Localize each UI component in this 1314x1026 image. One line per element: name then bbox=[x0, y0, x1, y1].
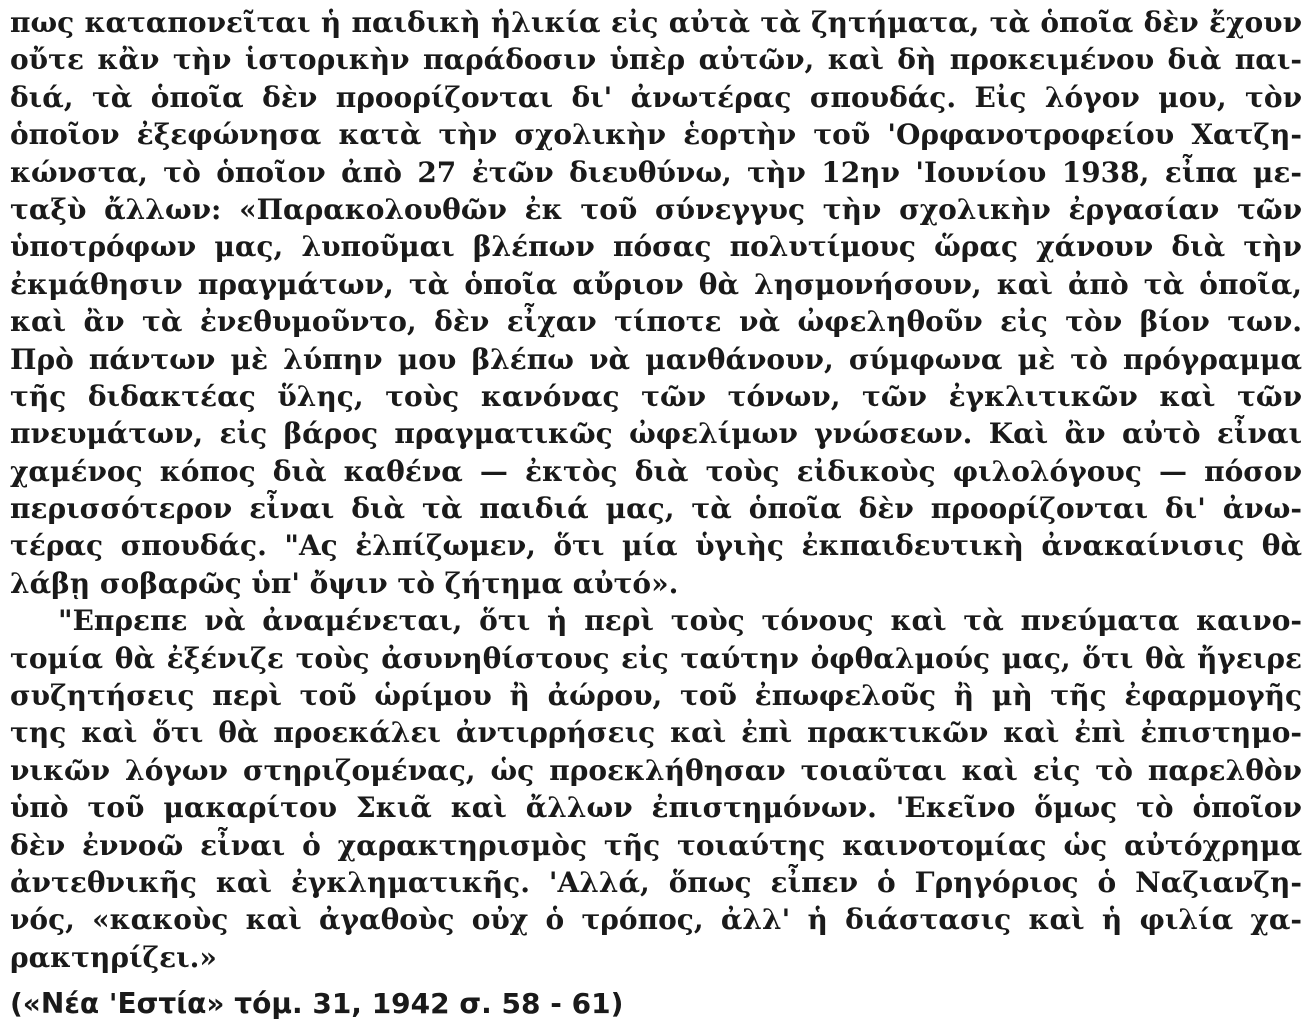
text-line-first: "Επρεπε νὰ ἀναμένεται, ὅτι ἡ περὶ τοὺς τόνους καὶ τὰ πνεύματα καινο- bbox=[58, 604, 1302, 638]
text-line: της καὶ ὅτι θὰ προεκάλει ἀντιρρήσεις καὶ ἐπὶ πρακτικῶν καὶ ἐπὶ ἐπιστημο- bbox=[10, 716, 1302, 750]
text-line: ἐκμάθησιν πραγμάτων, τὰ ὁποῖα αὔριον θὰ λησμονήσουν, καὶ ἀπὸ τὰ ὁποῖα, bbox=[10, 267, 1302, 301]
text-line: κώνστα, τὸ ὁποῖον ἀπὸ 27 ἐτῶν διευθύνω, τὴν 12ην 'Ιουνίου 1938, εἶπα με- bbox=[10, 155, 1302, 189]
text-line: οὔτε κἂν τὴν ἱστορικὴν παράδοσιν ὑπὲρ αὐτῶν, καὶ δὴ προκειμένου διὰ παι- bbox=[10, 43, 1302, 77]
text-line: ὑπὸ τοῦ μακαρίτου Σκιᾶ καὶ ἄλλων ἐπιστημόνων. 'Εκεῖνο ὅμως τὸ ὁποῖον bbox=[10, 791, 1302, 825]
text-line: τέρας σπουδάς. "Ας ἐλπίζωμεν, ὅτι μία ὑγιὴς ἐκπαιδευτικὴ ἀνακαίνισις θὰ bbox=[10, 529, 1302, 563]
text-line: τομία θὰ ἐξένιζε τοὺς ἀσυνηθίστους εἰς ταύτην ὀφθαλμούς μας, ὅτι θὰ ἤγειρε bbox=[10, 641, 1302, 675]
text-line: πως καταπονεῖται ἡ παιδικὴ ἡλικία εἰς αὐτὰ τὰ ζητήματα, τὰ ὁποῖα δὲν ἔχουν bbox=[10, 6, 1302, 39]
source-citation: («Νέα 'Εστία» τόμ. 31, 1942 σ. 58 - 61) bbox=[10, 987, 624, 1021]
text-line: συζητήσεις περὶ τοῦ ὡρίμου ἢ ἀώρου, τοῦ ἐπωφελοῦς ἢ μὴ τῆς ἐφαρμογῆς bbox=[10, 679, 1302, 713]
text-line: καὶ ἂν τὰ ἐνεθυμοῦντο, δὲν εἶχαν τίποτε νὰ ὠφεληθοῦν εἰς τὸν βίον των. bbox=[10, 305, 1302, 339]
text-line: ὑποτρόφων μας, λυποῦμαι βλέπων πόσας πολυτίμους ὥρας χάνουν διὰ τὴν bbox=[10, 230, 1302, 264]
text-line: ὁποῖον ἐξεφώνησα κατὰ τὴν σχολικὴν ἑορτὴν τοῦ 'Ορφανοτροφείου Χατζη- bbox=[10, 118, 1302, 152]
text-line: ἀντεθνικῆς καὶ ἐγκληματικῆς. 'Αλλά, ὅπως εἶπεν ὁ Γρηγόριος ὁ Ναζιανζη- bbox=[10, 865, 1302, 899]
text-line: νικῶν λόγων στηριζομένας, ὡς προεκλήθησαν τοιαῦται καὶ εἰς τὸ παρελθὸν bbox=[10, 753, 1302, 787]
paragraph-2 bbox=[10, 602, 1302, 976]
text-line-last: ρακτηρίζει.» bbox=[10, 940, 217, 974]
text-line: νός, «κακοὺς καὶ ἀγαθοὺς οὐχ ὁ τρόπος, ἀλλ' ἡ διάστασις καὶ ἡ φιλία χα- bbox=[10, 903, 1302, 937]
text-line: πνευμάτων, εἰς βάρος πραγματικῶς ὠφελίμων γνώσεων. Καὶ ἂν αὐτὸ εἶναι bbox=[10, 417, 1302, 451]
paragraph-1 bbox=[10, 4, 1302, 602]
text-line: τῆς διδακτέας ὕλης, τοὺς κανόνας τῶν τόνων, τῶν ἐγκλιτικῶν καὶ τῶν bbox=[10, 379, 1302, 413]
text-line: δὲν ἐννοῶ εἶναι ὁ χαρακτηρισμὸς τῆς τοιαύτης καινοτομίας ὡς αὐτόχρημα bbox=[10, 828, 1302, 862]
text-line-last: λάβῃ σοβαρῶς ὑπ' ὄψιν τὸ ζήτημα αὐτό». bbox=[10, 566, 679, 600]
text-line: ταξὺ ἄλλων: «Παρακολουθῶν ἐκ τοῦ σύνεγγυς τὴν σχολικὴν ἐργασίαν τῶν bbox=[10, 192, 1302, 226]
text-line: διά, τὰ ὁποῖα δὲν προορίζονται δι' ἀνωτέρας σπουδάς. Εἰς λόγον μου, τὸν bbox=[10, 80, 1302, 114]
text-line: Πρὸ πάντων μὲ λύπην μου βλέπω νὰ μανθάνουν, σύμφωνα μὲ τὸ πρόγραμμα bbox=[10, 342, 1302, 376]
text-line: χαμένος κόπος διὰ καθένα — ἐκτὸς διὰ τοὺς εἰδικοὺς φιλολόγους — πόσον bbox=[10, 454, 1302, 488]
text-line: περισσότερον εἶναι διὰ τὰ παιδιά μας, τὰ ὁποῖα δὲν προορίζονται δι' ἀνω- bbox=[10, 492, 1302, 526]
